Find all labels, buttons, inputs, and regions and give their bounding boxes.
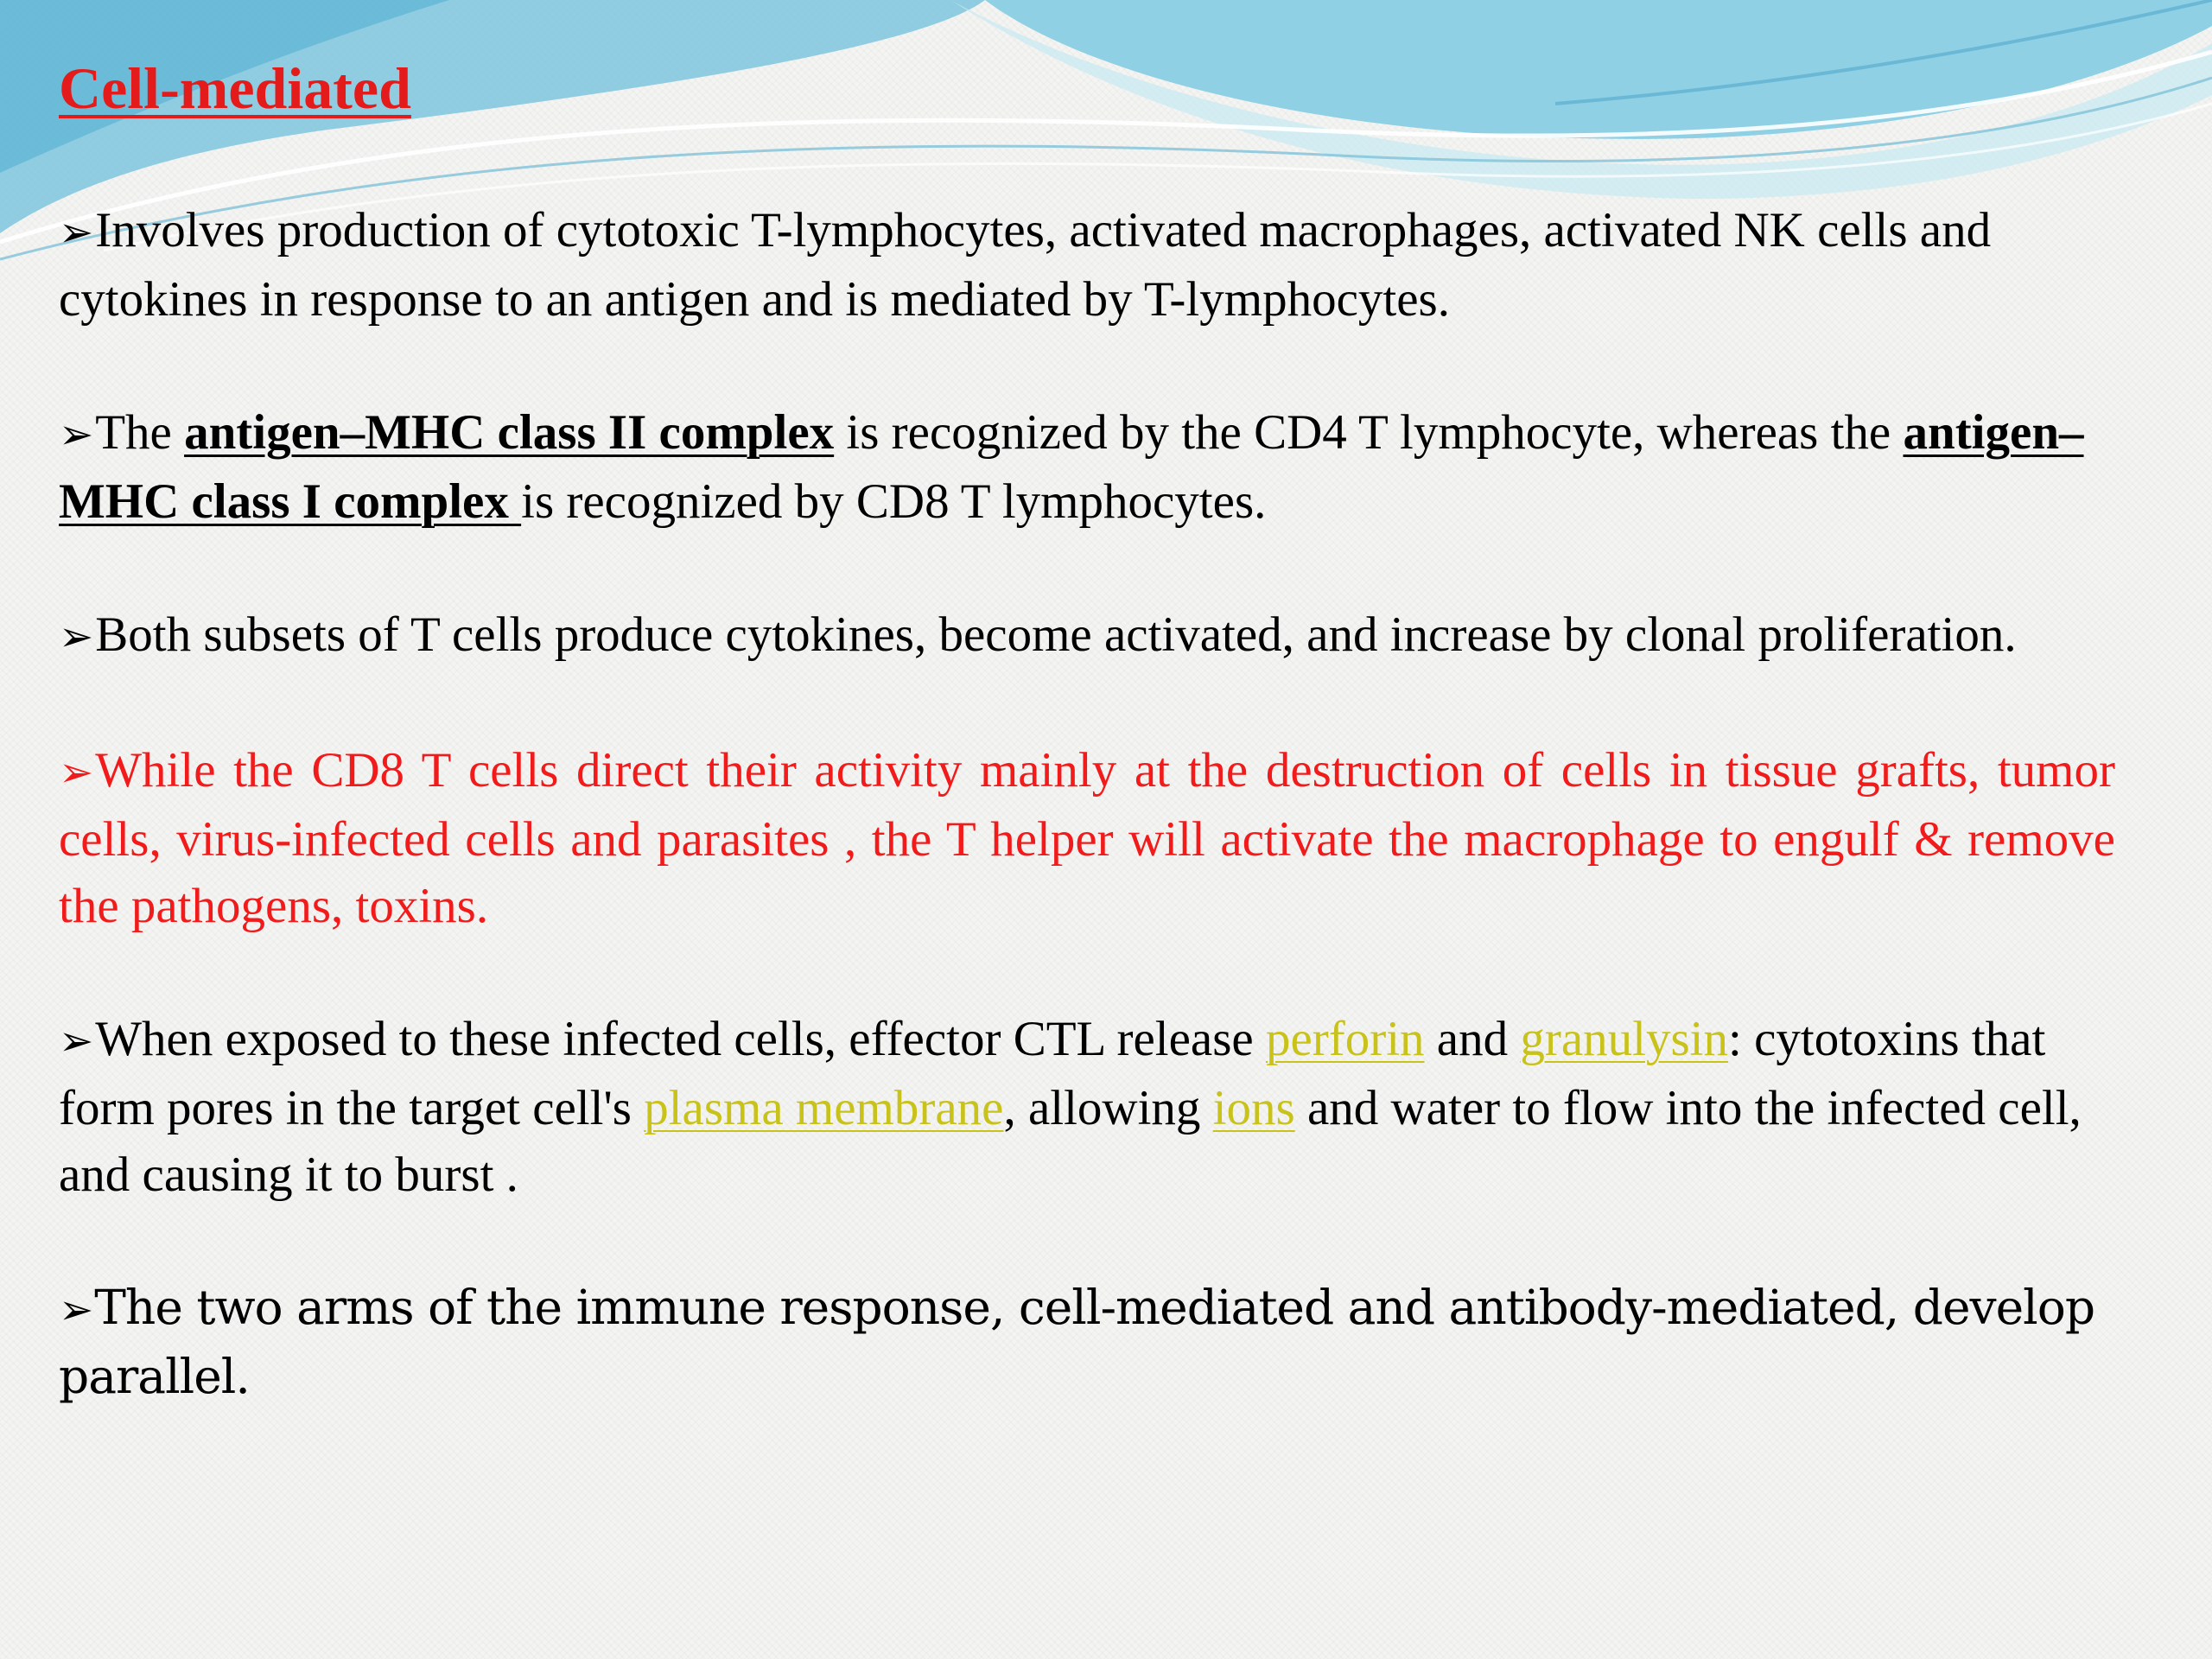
paragraph-text: Involves production of cytotoxic T-lymphocytes, activated macrophages, activated NK cells and cytokines in response to an antigen and is mediated by T-lymphocytes.	[59, 203, 1992, 327]
link-plasma-membrane[interactable]: plasma membrane	[644, 1081, 1004, 1135]
paragraph-text: is recognized by the CD4 T lymphocyte, whereas the	[834, 405, 1904, 460]
bullet-paragraph-3	[59, 601, 2115, 671]
arrow-bullet-icon: ➢	[59, 1286, 93, 1334]
bullet-paragraph-6	[59, 1274, 2115, 1410]
link-granulysin[interactable]: granulysin	[1520, 1012, 1728, 1066]
slide-content	[59, 197, 2115, 1477]
bullet-paragraph-4-highlighted	[59, 737, 2115, 939]
link-ions[interactable]: ions	[1212, 1081, 1295, 1135]
paragraph-text: Both subsets of T cells produce cytokines, become activated, and increase by clonal proliferation.	[95, 607, 2017, 662]
arrow-bullet-icon: ➢	[59, 410, 94, 459]
slide-title: Cell-mediated	[59, 55, 411, 121]
emphasized-term: antigen–MHC class II complex	[184, 405, 835, 460]
paragraph-text: The	[95, 405, 185, 460]
paragraph-text: , allowing	[1003, 1081, 1213, 1135]
bullet-paragraph-2	[59, 399, 2115, 535]
arrow-bullet-icon: ➢	[59, 748, 94, 797]
paragraph-text: is recognized by CD8 T lymphocytes.	[521, 474, 1267, 529]
emphasized-term: antigen– MHC class I complex	[59, 405, 2084, 529]
paragraph-text: and water to flow into the infected cell, and causing it to burst .	[59, 1081, 2082, 1202]
paragraph-text: and	[1424, 1012, 1521, 1066]
paragraph-text: While the CD8 T cells direct their activity mainly at the destruction of cells in tissue grafts, tumor cells, virus-infected cells and parasites , the T helper will activate the macrophage to engulf & remove the pathogens, toxins.	[59, 743, 2115, 933]
link-perforin[interactable]: perforin	[1265, 1012, 1425, 1066]
paragraph-text: When exposed to these infected cells, effector CTL release	[95, 1012, 1266, 1066]
arrow-bullet-icon: ➢	[59, 1017, 94, 1065]
paragraph-text: : cytotoxins that form pores in the target cell's	[59, 1012, 2046, 1135]
paragraph-text: The two arms of the immune response, cell-mediated and antibody-mediated, develop parallel.	[59, 1280, 2095, 1404]
bullet-paragraph-5	[59, 1006, 2115, 1208]
arrow-bullet-icon: ➢	[59, 208, 94, 257]
bullet-paragraph-1	[59, 197, 2115, 333]
arrow-bullet-icon: ➢	[59, 613, 94, 661]
